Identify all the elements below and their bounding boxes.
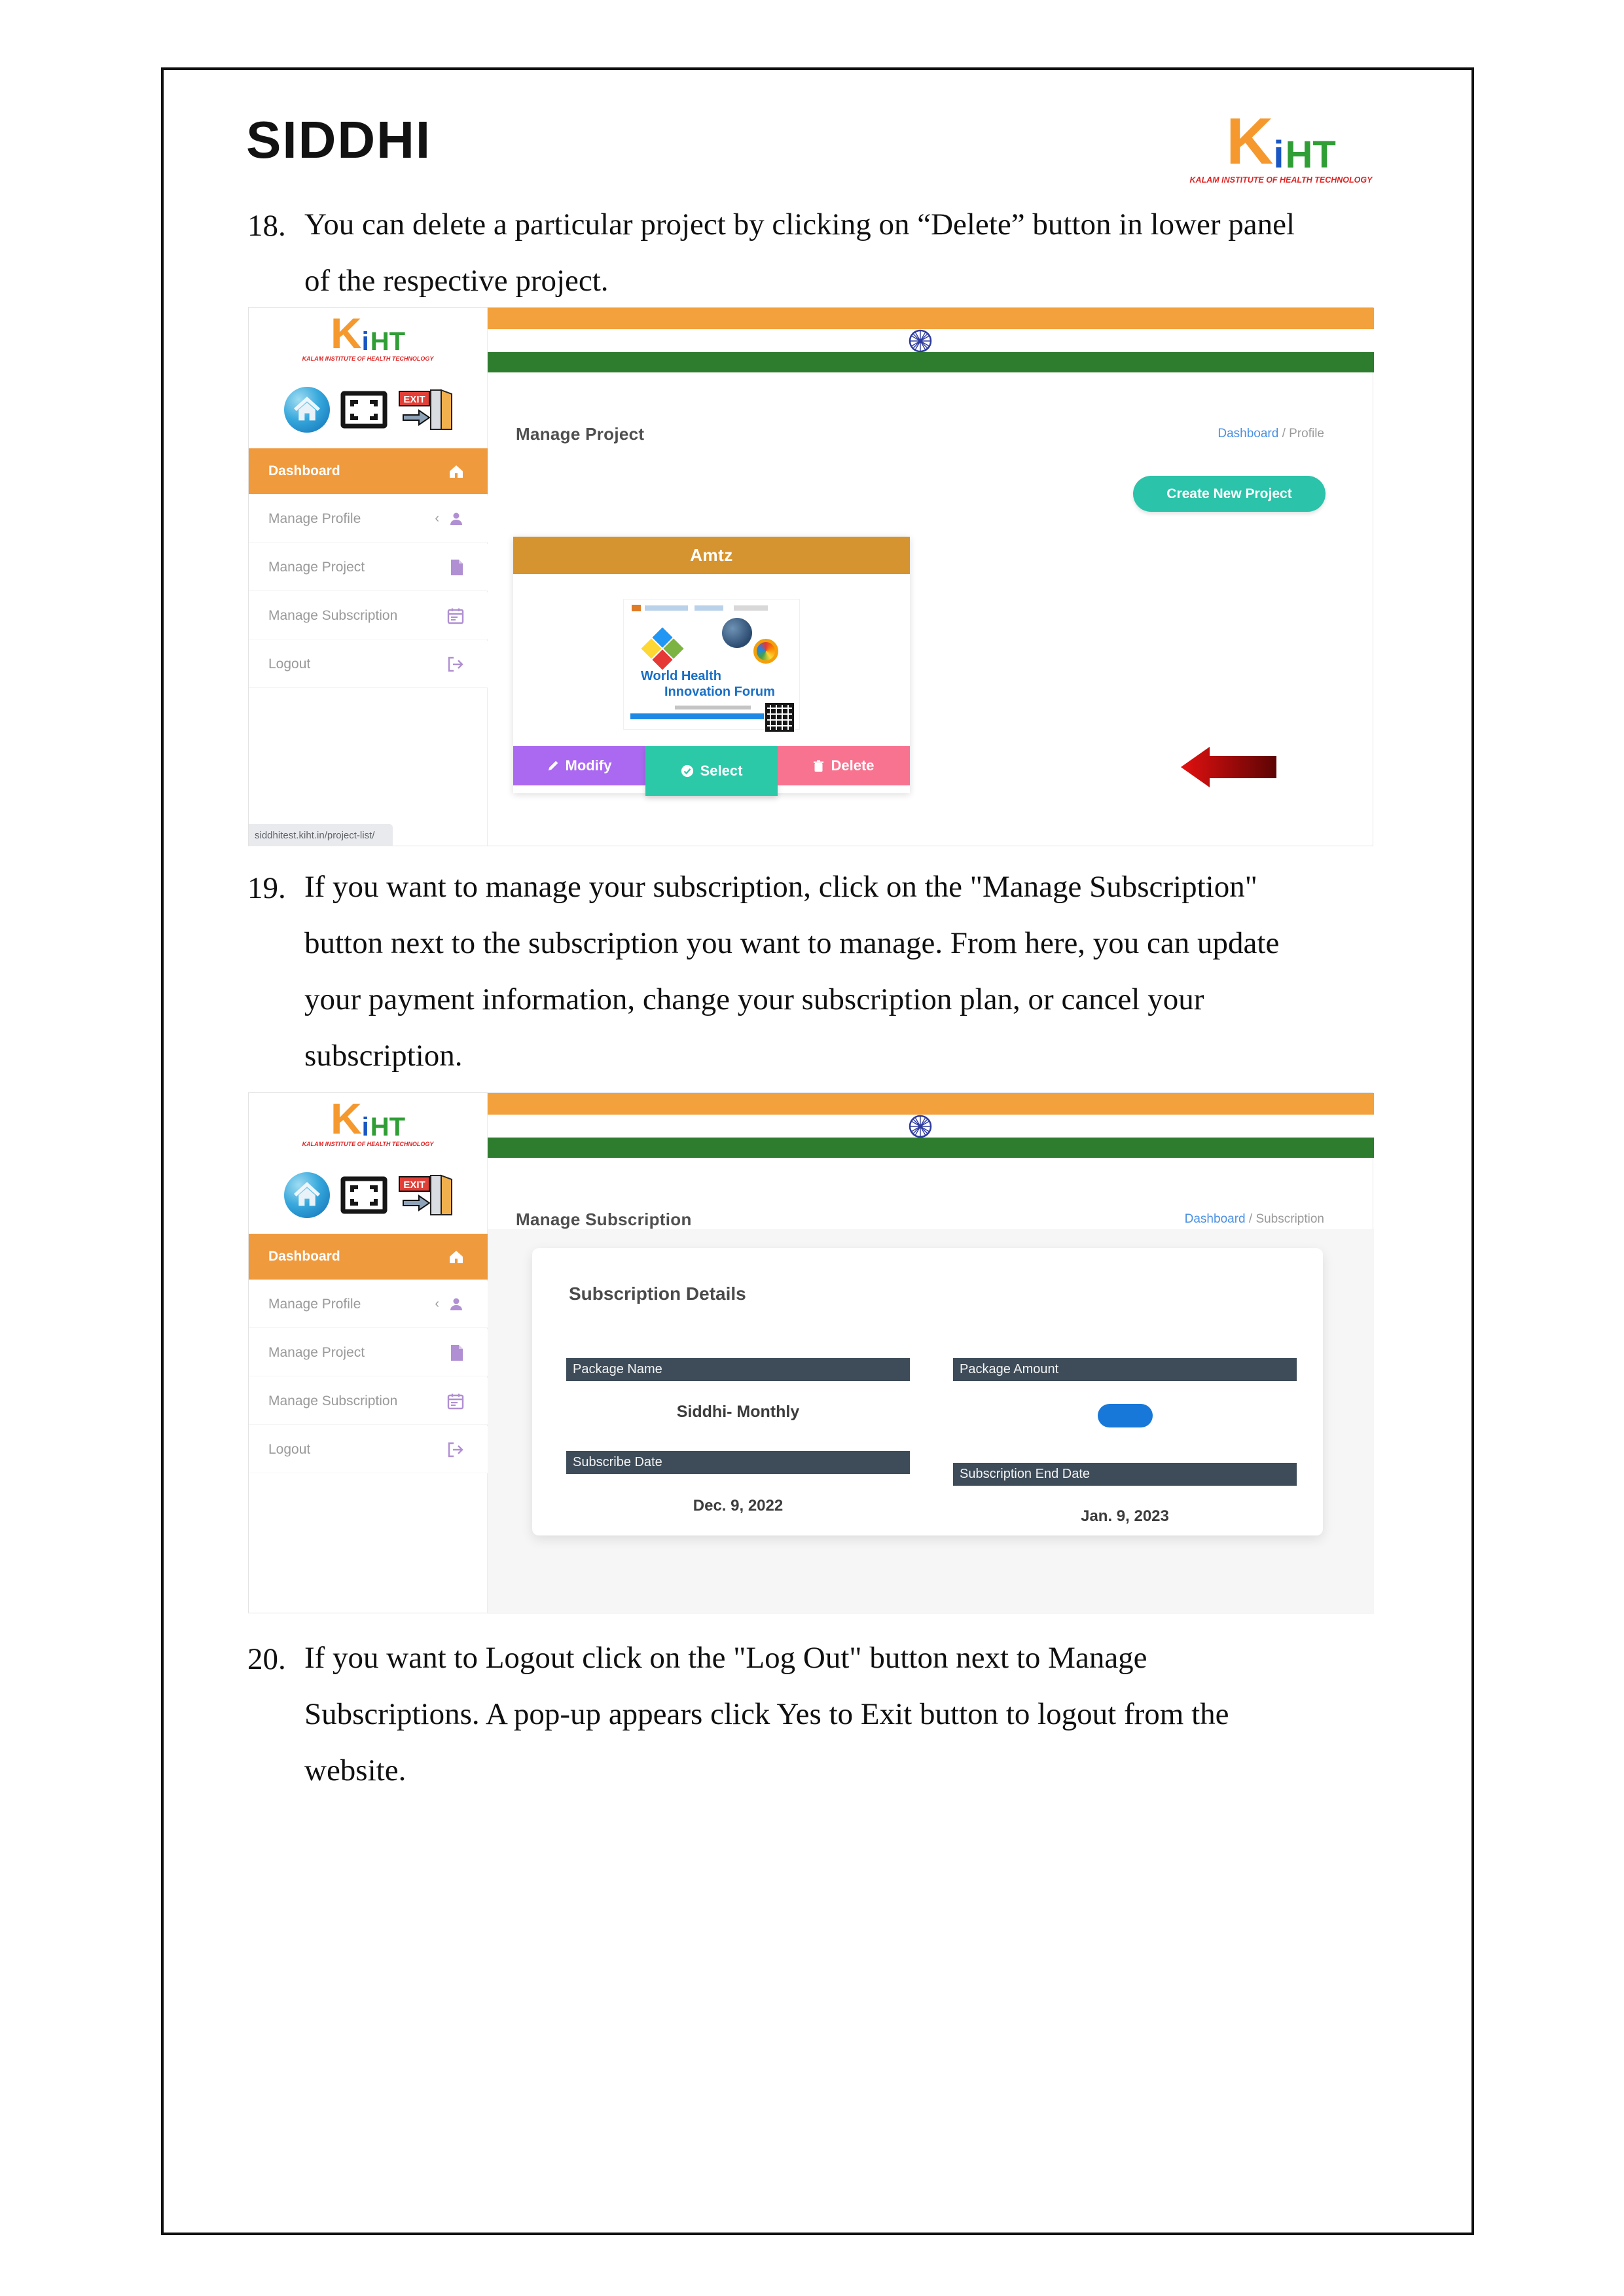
sidebar-item-logout[interactable]: Logout <box>249 1426 488 1473</box>
poster-date-line <box>675 706 751 709</box>
breadcrumb: Dashboard / Subscription <box>1184 1212 1324 1226</box>
flag-banner-orange <box>488 308 1374 329</box>
project-poster-image <box>623 599 800 730</box>
logout-icon <box>447 1442 464 1458</box>
delete-button[interactable]: Delete <box>778 746 910 785</box>
kiht-logo-wordmark: K i HT <box>1226 105 1336 178</box>
screenshot-manage-project <box>248 307 1373 846</box>
subscribe-date-value: Dec. 9, 2022 <box>693 1497 784 1515</box>
home-icon <box>448 464 464 478</box>
package-amount-label: Package Amount <box>953 1358 1297 1381</box>
fullscreen-icon[interactable] <box>340 391 388 429</box>
sidebar-item-logout[interactable]: Logout <box>249 641 488 688</box>
file-icon <box>450 559 464 576</box>
sidebar-item-manage-project[interactable]: Manage Project <box>249 1329 488 1376</box>
check-circle-icon <box>681 764 694 778</box>
home-icon <box>448 1249 464 1264</box>
instruction-number: 18. <box>247 209 286 243</box>
chevron-left-icon: ‹ <box>435 511 439 526</box>
logout-icon <box>447 656 464 672</box>
package-name-value: Siddhi- Monthly <box>676 1403 800 1421</box>
doc-title: SIDDHI <box>246 111 432 169</box>
instruction-line: of the respective project. <box>304 264 609 298</box>
sidebar-item-dashboard[interactable]: Dashboard <box>249 1234 488 1280</box>
page-title: Manage Subscription <box>516 1210 692 1229</box>
flag-banner-green <box>488 1138 1374 1158</box>
exit-label: EXIT <box>403 1179 425 1191</box>
poster-title-line1: World Health <box>641 669 721 683</box>
instruction-line: If you want to Logout click on the "Log Out" button next to Manage <box>304 1641 1147 1675</box>
project-card <box>513 537 910 793</box>
amount-pill <box>1098 1404 1153 1427</box>
poster-photo-circle <box>722 618 752 648</box>
breadcrumb-current: Profile <box>1289 427 1324 440</box>
home-icon[interactable] <box>284 1172 330 1218</box>
sidebar-item-manage-subscription[interactable]: Manage Subscription <box>249 1378 488 1425</box>
poster-title-line2: Innovation Forum <box>664 685 775 699</box>
poster-logo-mark <box>632 605 641 611</box>
app-sidebar <box>249 308 488 846</box>
kiht-logo: K i HT KALAM INSTITUTE OF HEALTH TECHNOLOGY <box>270 1097 466 1147</box>
poster-ring-circle <box>753 639 778 664</box>
breadcrumb-dashboard-link[interactable]: Dashboard <box>1184 1212 1246 1226</box>
instruction-line: your payment information, change your subscription plan, or cancel your <box>304 982 1204 1016</box>
breadcrumb-current: Subscription <box>1255 1212 1324 1226</box>
kiht-logo-tagline: KALAM INSTITUTE OF HEALTH TECHNOLOGY <box>1189 175 1373 185</box>
flag-banner-orange <box>488 1093 1374 1115</box>
kiht-logo <box>1186 105 1376 185</box>
breadcrumb: Dashboard / Profile <box>1218 427 1324 440</box>
trash-icon <box>813 760 824 772</box>
fullscreen-icon[interactable] <box>340 1176 388 1214</box>
instruction-number: 19. <box>247 871 286 905</box>
file-icon <box>450 1344 464 1361</box>
home-icon[interactable] <box>284 387 330 433</box>
subscription-end-date-label: Subscription End Date <box>953 1463 1297 1486</box>
subscription-end-date-value: Jan. 9, 2023 <box>1081 1507 1169 1525</box>
app-sidebar <box>249 1093 488 1613</box>
instruction-line: website. <box>304 1753 406 1787</box>
instruction-number: 20. <box>247 1642 286 1676</box>
poster-qr-code <box>765 703 794 732</box>
chevron-left-icon: ‹ <box>435 1297 439 1311</box>
page-title: Manage Project <box>516 424 645 444</box>
breadcrumb-dashboard-link[interactable]: Dashboard <box>1218 427 1279 440</box>
sidebar-item-manage-subscription[interactable]: Manage Subscription <box>249 592 488 639</box>
subscription-details-heading: Subscription Details <box>569 1283 746 1304</box>
status-url: siddhitest.kiht.in/project-list/ <box>249 824 393 846</box>
project-card-title: Amtz <box>513 537 910 574</box>
kiht-logo-tagline: KALAM INSTITUTE OF HEALTH TECHNOLOGY <box>302 355 434 362</box>
app-main-panel <box>488 1093 1374 1613</box>
app-main-panel <box>488 308 1374 846</box>
callout-arrow-icon <box>1181 745 1276 789</box>
package-amount-redacted-value <box>953 1404 1297 1427</box>
modify-button[interactable]: Modify <box>513 746 645 785</box>
instruction-line: Subscriptions. A pop-up appears click Yes to Exit button to logout from the <box>304 1697 1229 1731</box>
exit-door-icon[interactable] <box>398 387 453 432</box>
poster-blue-bar <box>630 713 764 719</box>
subscribe-date-label: Subscribe Date <box>566 1451 910 1474</box>
pencil-icon <box>547 760 559 772</box>
kiht-logo-tagline: KALAM INSTITUTE OF HEALTH TECHNOLOGY <box>302 1141 434 1147</box>
ashoka-chakra-icon <box>907 1113 933 1139</box>
person-icon <box>448 511 464 527</box>
sidebar-item-manage-profile[interactable]: Manage Profile ‹ <box>249 1281 488 1328</box>
person-icon <box>448 1297 464 1312</box>
sidebar-item-manage-profile[interactable]: Manage Profile ‹ <box>249 495 488 543</box>
subscription-details-card <box>532 1248 1323 1535</box>
package-name-label: Package Name <box>566 1358 910 1381</box>
calendar-icon <box>447 607 464 624</box>
sidebar-item-dashboard[interactable]: Dashboard <box>249 448 488 494</box>
ashoka-chakra-icon <box>907 328 933 354</box>
select-button[interactable]: Select <box>645 746 778 796</box>
exit-door-icon[interactable] <box>398 1173 453 1217</box>
project-card-body <box>513 574 910 746</box>
instruction-line: subscription. <box>304 1039 463 1073</box>
instruction-line: You can delete a particular project by clicking on “Delete” button in lower panel <box>304 207 1295 242</box>
exit-label: EXIT <box>403 394 425 405</box>
screenshot-manage-subscription <box>248 1092 1373 1613</box>
whif-kite-logo <box>641 627 683 670</box>
instruction-line: button next to the subscription you want to manage. From here, you can update <box>304 926 1280 960</box>
calendar-icon <box>447 1393 464 1410</box>
sidebar-item-manage-project[interactable]: Manage Project <box>249 544 488 591</box>
create-new-project-button[interactable]: Create New Project <box>1133 476 1326 512</box>
kiht-logo: K i HT KALAM INSTITUTE OF HEALTH TECHNOLOGY <box>270 312 466 362</box>
instruction-line: If you want to manage your subscription, click on the "Manage Subscription" <box>304 870 1257 904</box>
flag-banner-green <box>488 352 1374 372</box>
